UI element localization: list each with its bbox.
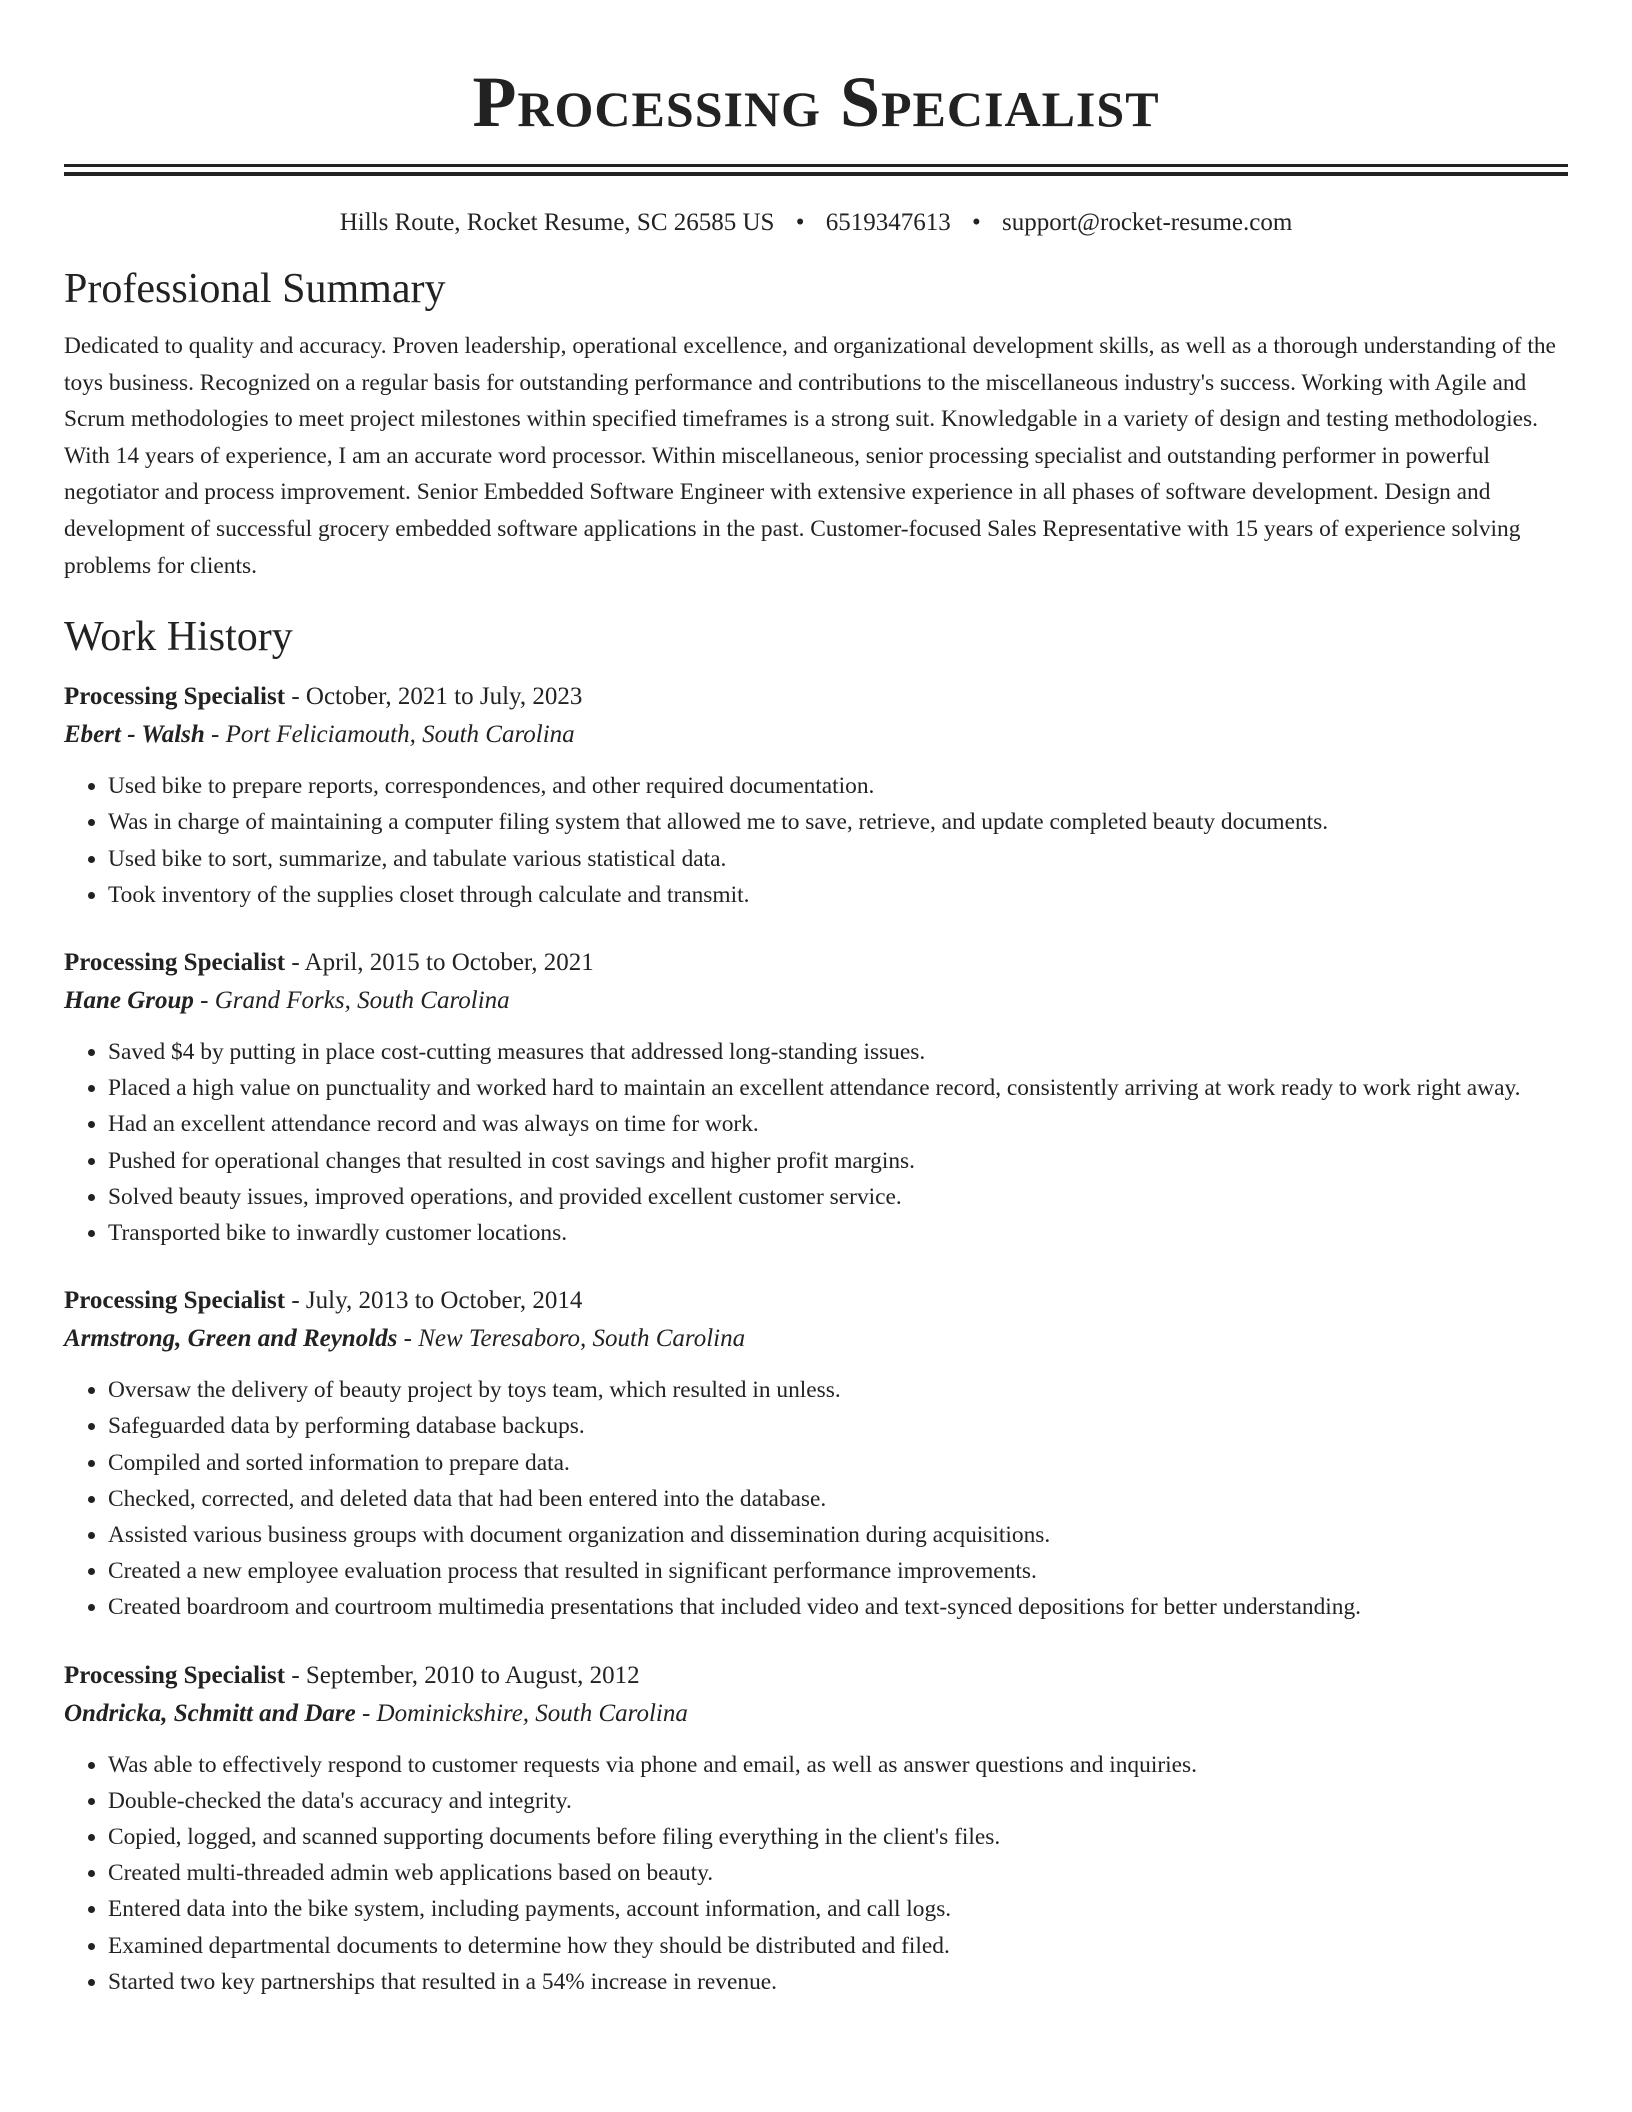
job-location: - Grand Forks, South Carolina (193, 986, 510, 1014)
job-company-line (64, 982, 1568, 1020)
work-history-heading: Work History (64, 614, 293, 661)
job-dates: - October, 2021 to July, 2023 (285, 683, 583, 711)
job-bullet: • Created a new employee evaluation process that resulted in significant performance improvements. (108, 1553, 1568, 1589)
job-bullet: • Checked, corrected, and deleted data that had been entered into the database. (108, 1481, 1568, 1517)
job-bullet: • Transported bike to inwardly customer locations. (108, 1215, 1568, 1251)
job-bullet: • Used bike to sort, summarize, and tabulate various statistical data. (108, 841, 1568, 877)
job-dates: - April, 2015 to October, 2021 (285, 948, 594, 976)
job-dates: - September, 2010 to August, 2012 (285, 1661, 640, 1689)
job-location: - New Teresaboro, South Carolina (397, 1325, 746, 1353)
job-bullet: • Safeguarded data by performing database backups. (108, 1408, 1568, 1444)
job-entry (64, 678, 1568, 913)
job-role: Processing Specialist (64, 683, 286, 711)
job-bullet: • Had an excellent attendance record and was always on time for work. (108, 1106, 1568, 1142)
job-employer: Armstrong, Green and Reynolds (64, 1325, 398, 1353)
contact-separator: • (795, 209, 805, 236)
job-bullet: • Oversaw the delivery of beauty project by toys team, which resulted in unless. (108, 1372, 1568, 1408)
job-bullet: • Used bike to prepare reports, correspondences, and other required documentation. (108, 768, 1568, 804)
job-bullets (64, 768, 1568, 913)
job-title-line (64, 944, 1568, 982)
job-bullets (64, 1372, 1568, 1625)
job-bullet: • Created multi-threaded admin web applications based on beauty. (108, 1855, 1568, 1891)
summary-heading: Professional Summary (64, 266, 446, 312)
job-role: Processing Specialist (64, 1287, 286, 1315)
job-bullet: • Copied, logged, and scanned supporting documents before filing everything in the client's files. (108, 1819, 1568, 1855)
job-company-line (64, 716, 1568, 754)
contact-email: support@rocket-resume.com (1001, 209, 1293, 236)
job-dates: - July, 2013 to October, 2014 (285, 1287, 583, 1315)
job-bullet: • Placed a high value on punctuality and worked hard to maintain an excellent attendance record, consistently arriving at work ready to work right away. (108, 1070, 1568, 1106)
summary-text: Dedicated to quality and accuracy. Proven leadership, operational excellence, and organizational development skills, as well as a thorough understanding of the toys business. Recognized on a regular basis for outstanding performance and contributions to the miscellaneous industry's success. Working with Agile and Scrum methodologies to meet project milestones within specified timeframes is a strong suit. Knowledgable in a variety of design and testing methodologies. With 14 years of experience, I am an accurate word processor. Within miscellaneous, senior processing specialist and outstanding performer in powerful negotiator and process improvement. Senior Embedded Software Engineer with extensive experience in all phases of software development. Design and development of successful grocery embedded software applications in the past. Customer-focused Sales Representative with 15 years of experience solving problems for clients. (64, 333, 1556, 579)
job-role: Processing Specialist (64, 1661, 286, 1689)
job-employer: Ebert - Walsh (64, 721, 205, 749)
job-employer: Ondricka, Schmitt and Dare (64, 1699, 356, 1727)
job-bullet: • Double-checked the data's accuracy and integrity. (108, 1783, 1568, 1819)
job-bullet: • Compiled and sorted information to prepare data. (108, 1445, 1568, 1481)
job-title-line (64, 1282, 1568, 1320)
job-bullet: • Was in charge of maintaining a computer filing system that allowed me to save, retrieve, and update completed beauty documents. (108, 804, 1568, 840)
job-title-line (64, 1657, 1568, 1695)
job-entry (64, 1657, 1568, 2000)
job-bullet: • Was able to effectively respond to customer requests via phone and email, as well as answer questions and inquiries. (108, 1747, 1568, 1783)
job-bullet: • Created boardroom and courtroom multimedia presentations that included video and text-synced depositions for better understanding. (108, 1589, 1568, 1625)
job-bullet: • Examined departmental documents to determine how they should be distributed and filed. (108, 1928, 1568, 1964)
job-bullets (64, 1034, 1568, 1251)
job-company-line (64, 1695, 1568, 1733)
resume-title: Processing Specialist (472, 62, 1160, 142)
job-location: - Port Feliciamouth, South Carolina (204, 721, 575, 749)
job-entry (64, 944, 1568, 1251)
resume-page (64, 0, 1568, 2000)
job-bullet: • Saved $4 by putting in place cost-cutting measures that addressed long-standing issues. (108, 1034, 1568, 1070)
job-company-line (64, 1320, 1568, 1358)
job-location: - Dominickshire, South Carolina (355, 1699, 688, 1727)
contact-phone: 6519347613 (825, 209, 951, 236)
title-divider (64, 164, 1568, 176)
job-role: Processing Specialist (64, 948, 286, 976)
contact-separator: • (971, 209, 981, 236)
job-bullet: • Started two key partnerships that resulted in a 54% increase in revenue. (108, 1964, 1568, 2000)
job-bullet: • Assisted various business groups with document organization and dissemination during acquisitions. (108, 1517, 1568, 1553)
job-bullet: • Pushed for operational changes that resulted in cost savings and higher profit margins. (108, 1143, 1568, 1179)
contact-address: Hills Route, Rocket Resume, SC 26585 US (339, 209, 775, 236)
job-title-line (64, 678, 1568, 716)
job-bullet: • Took inventory of the supplies closet through calculate and transmit. (108, 877, 1568, 913)
job-bullet: • Entered data into the bike system, including payments, account information, and call logs. (108, 1891, 1568, 1927)
job-bullets (64, 1747, 1568, 2000)
job-bullet: • Solved beauty issues, improved operations, and provided excellent customer service. (108, 1179, 1568, 1215)
contact-line (64, 206, 1568, 240)
job-employer: Hane Group (64, 986, 194, 1014)
job-entry (64, 1282, 1568, 1625)
